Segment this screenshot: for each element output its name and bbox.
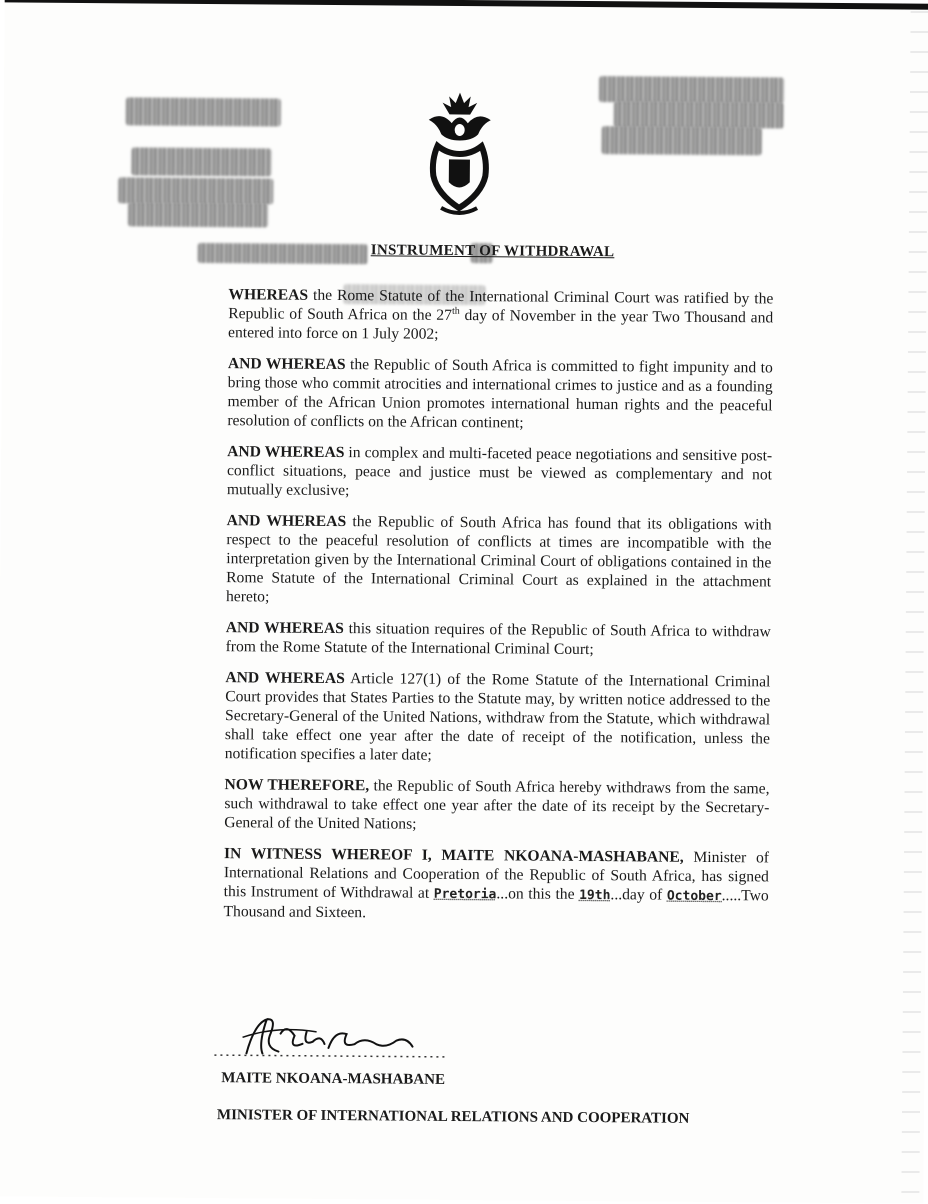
clause-text: this situation requires of the Republic of South Africa to withdraw from the Rome Statute of the International Criminal Court; xyxy=(225,620,771,659)
clause-superscript: th xyxy=(451,305,460,317)
clause-paragraph xyxy=(225,668,771,767)
clause-paragraph xyxy=(224,775,769,836)
scan-binding-marks xyxy=(901,4,928,1204)
clause-paragraph xyxy=(228,285,773,346)
redaction-mark xyxy=(599,76,784,103)
witness-lead: IN WITNESS WHEREOF I, MAITE NKOANA-MASHABANE, xyxy=(223,845,684,866)
document-title: INSTRUMENT OF WITHDRAWAL xyxy=(370,242,615,261)
redaction-mark xyxy=(118,177,273,204)
witness-paragraph xyxy=(223,844,769,925)
signatory-name: MAITE NKOANA-MASHABANE xyxy=(221,1070,446,1088)
witness-text: ...on this the xyxy=(496,885,580,903)
clause-lead: AND WHEREAS xyxy=(227,355,346,374)
signature-icon xyxy=(206,1013,466,1065)
redaction-mark xyxy=(602,126,762,155)
witness-text: Minister of International Relations and Cooperation of the Republic of South Africa, has signed this Instrument of Withdrawal at xyxy=(223,848,770,902)
clause-lead: WHEREAS xyxy=(228,286,309,304)
witness-text: .....Two Thousand and Sixteen. xyxy=(223,887,769,922)
clause-text: the Republic of South Africa hereby withdraws from the same, such withdrawal to take effect one year after the date of its receipt by the Secretary-General of the United Nations; xyxy=(224,777,770,833)
document-body xyxy=(223,285,773,937)
clause-paragraph xyxy=(227,442,772,503)
redaction-mark xyxy=(126,97,281,126)
redaction-mark xyxy=(128,202,268,227)
clause-text: the Republic of South Africa is committed to fight impunity and to bring those who commit atrocities and international crimes to justice and as a founding member of the African Union promotes international human rights and the peaceful resolution of conflicts on the African continent; xyxy=(227,356,773,432)
clause-text: Article 127(1) of the Rome Statute of the International Criminal Court provides that States Parties to the Statute may, by written notice addressed to the Secretary-General of the United Nations, withdraw from the Statute, which withdrawal shall take effect one year after the date of receipt of the notification, unless the notification specifies a later date; xyxy=(224,670,771,764)
redaction-mark xyxy=(614,101,784,128)
clause-text: the Rome Statute of the International Criminal Court was ratified by the Republic of South Africa on the 27 xyxy=(228,286,774,324)
scan-top-edge xyxy=(5,0,928,10)
clause-paragraph xyxy=(226,511,772,610)
handwritten-day: 19th xyxy=(579,887,611,904)
redaction-mark xyxy=(131,147,271,176)
clause-paragraph xyxy=(227,354,773,434)
clause-lead: AND WHEREAS xyxy=(225,619,344,638)
clause-text: in complex and multi-faceted peace negotiations and sensitive post-conflict situations, peace and justice must be viewed as complementary and not mutually exclusive; xyxy=(226,444,773,500)
clause-lead: NOW THEREFORE, xyxy=(224,776,370,795)
clause-lead: AND WHEREAS xyxy=(227,443,345,462)
handwritten-month: October xyxy=(666,888,722,905)
clause-text: day of November in the year Two Thousand and entered into force on 1 July 2002; xyxy=(228,306,774,343)
clause-paragraph xyxy=(226,618,771,660)
witness-text: ...day of xyxy=(610,886,667,904)
signatory-role: MINISTER OF INTERNATIONAL RELATIONS AND COOPERATION xyxy=(216,1107,690,1127)
clause-lead: AND WHEREAS xyxy=(226,512,347,531)
clause-text: the Republic of South Africa has found that its obligations with respect to the peaceful resolution of conflicts at times are incompatible with the interpretation given by the International Criminal Court of obligations contained in the Rome Statute of the International Criminal Court as explained in the attachment hereto; xyxy=(225,513,772,606)
clause-lead: AND WHEREAS xyxy=(225,669,345,688)
coat-of-arms-icon xyxy=(411,90,508,221)
handwritten-place: Pretoria xyxy=(433,886,497,903)
redaction-mark xyxy=(198,243,368,264)
